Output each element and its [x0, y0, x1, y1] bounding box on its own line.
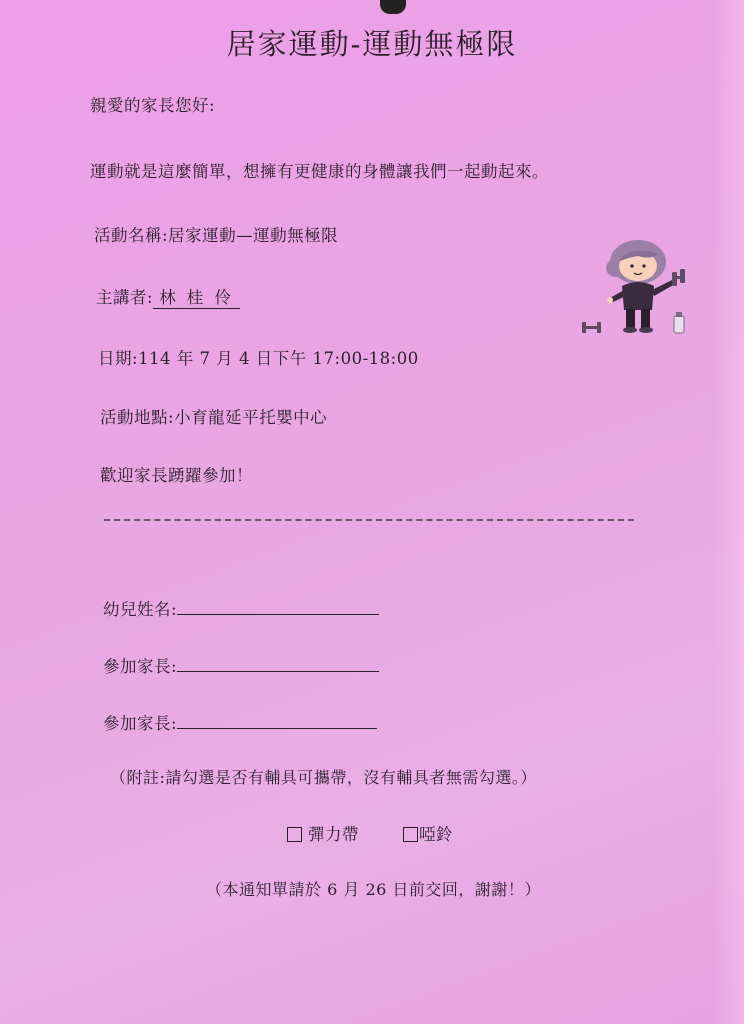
date-value: 114 年 7 月 4 日下午 17:00-18:00	[138, 349, 419, 368]
activity-row	[94, 222, 338, 246]
location-value: 小育龍延平托嬰中心	[174, 408, 328, 427]
cut-line-divider	[104, 519, 634, 521]
intro-text: 運動就是這麼簡單，想擁有更健康的身體讓我們一起動起來。	[90, 162, 549, 181]
paper-edge-shadow	[714, 0, 744, 1024]
speaker-row	[96, 284, 240, 308]
water-bottle-icon	[674, 312, 684, 333]
page-title: 居家運動-運動無極限	[226, 27, 518, 61]
option-label-elastic-band: 彈力帶	[308, 825, 359, 844]
child-name-row	[103, 596, 379, 620]
speaker-label: 主講者:	[96, 288, 154, 307]
parent-name-field-1[interactable]	[177, 670, 379, 672]
date-row	[98, 345, 419, 369]
parent-row-2	[103, 710, 377, 734]
location-label: 活動地點:	[100, 408, 175, 427]
greeting: 親愛的家長您好:	[90, 96, 216, 115]
note-text: （附註:請勾選是否有輔具可攜帶，沒有輔具者無需勾選。）	[110, 768, 537, 787]
child-name-field[interactable]	[177, 613, 379, 615]
activity-value: 居家運動—運動無極限	[168, 226, 339, 245]
child-name-label: 幼兒姓名:	[103, 600, 178, 619]
dumbbell-icon	[582, 322, 601, 333]
parent-label-1: 參加家長:	[103, 657, 178, 676]
checkbox-icon[interactable]	[287, 827, 302, 842]
parent-name-field-2[interactable]	[177, 727, 377, 729]
speaker-value: 林 桂 伶	[153, 288, 240, 309]
footer-text: （本通知單請於 6 月 26 日前交回，謝謝！）	[206, 880, 541, 899]
option-elastic-band[interactable]	[287, 821, 359, 845]
option-dumbbell[interactable]	[403, 821, 453, 845]
welcome-text: 歡迎家長踴躍參加！	[100, 466, 253, 485]
parent-label-2: 參加家長:	[103, 714, 178, 733]
exercise-woman-illustration	[580, 236, 692, 336]
date-label: 日期:	[98, 349, 139, 368]
binder-clip	[380, 0, 406, 14]
location-row	[100, 404, 327, 428]
parent-row-1	[103, 653, 379, 677]
option-label-dumbbell: 啞鈴	[419, 825, 453, 844]
activity-label: 活動名稱:	[94, 226, 169, 245]
checkbox-icon[interactable]	[403, 827, 418, 842]
